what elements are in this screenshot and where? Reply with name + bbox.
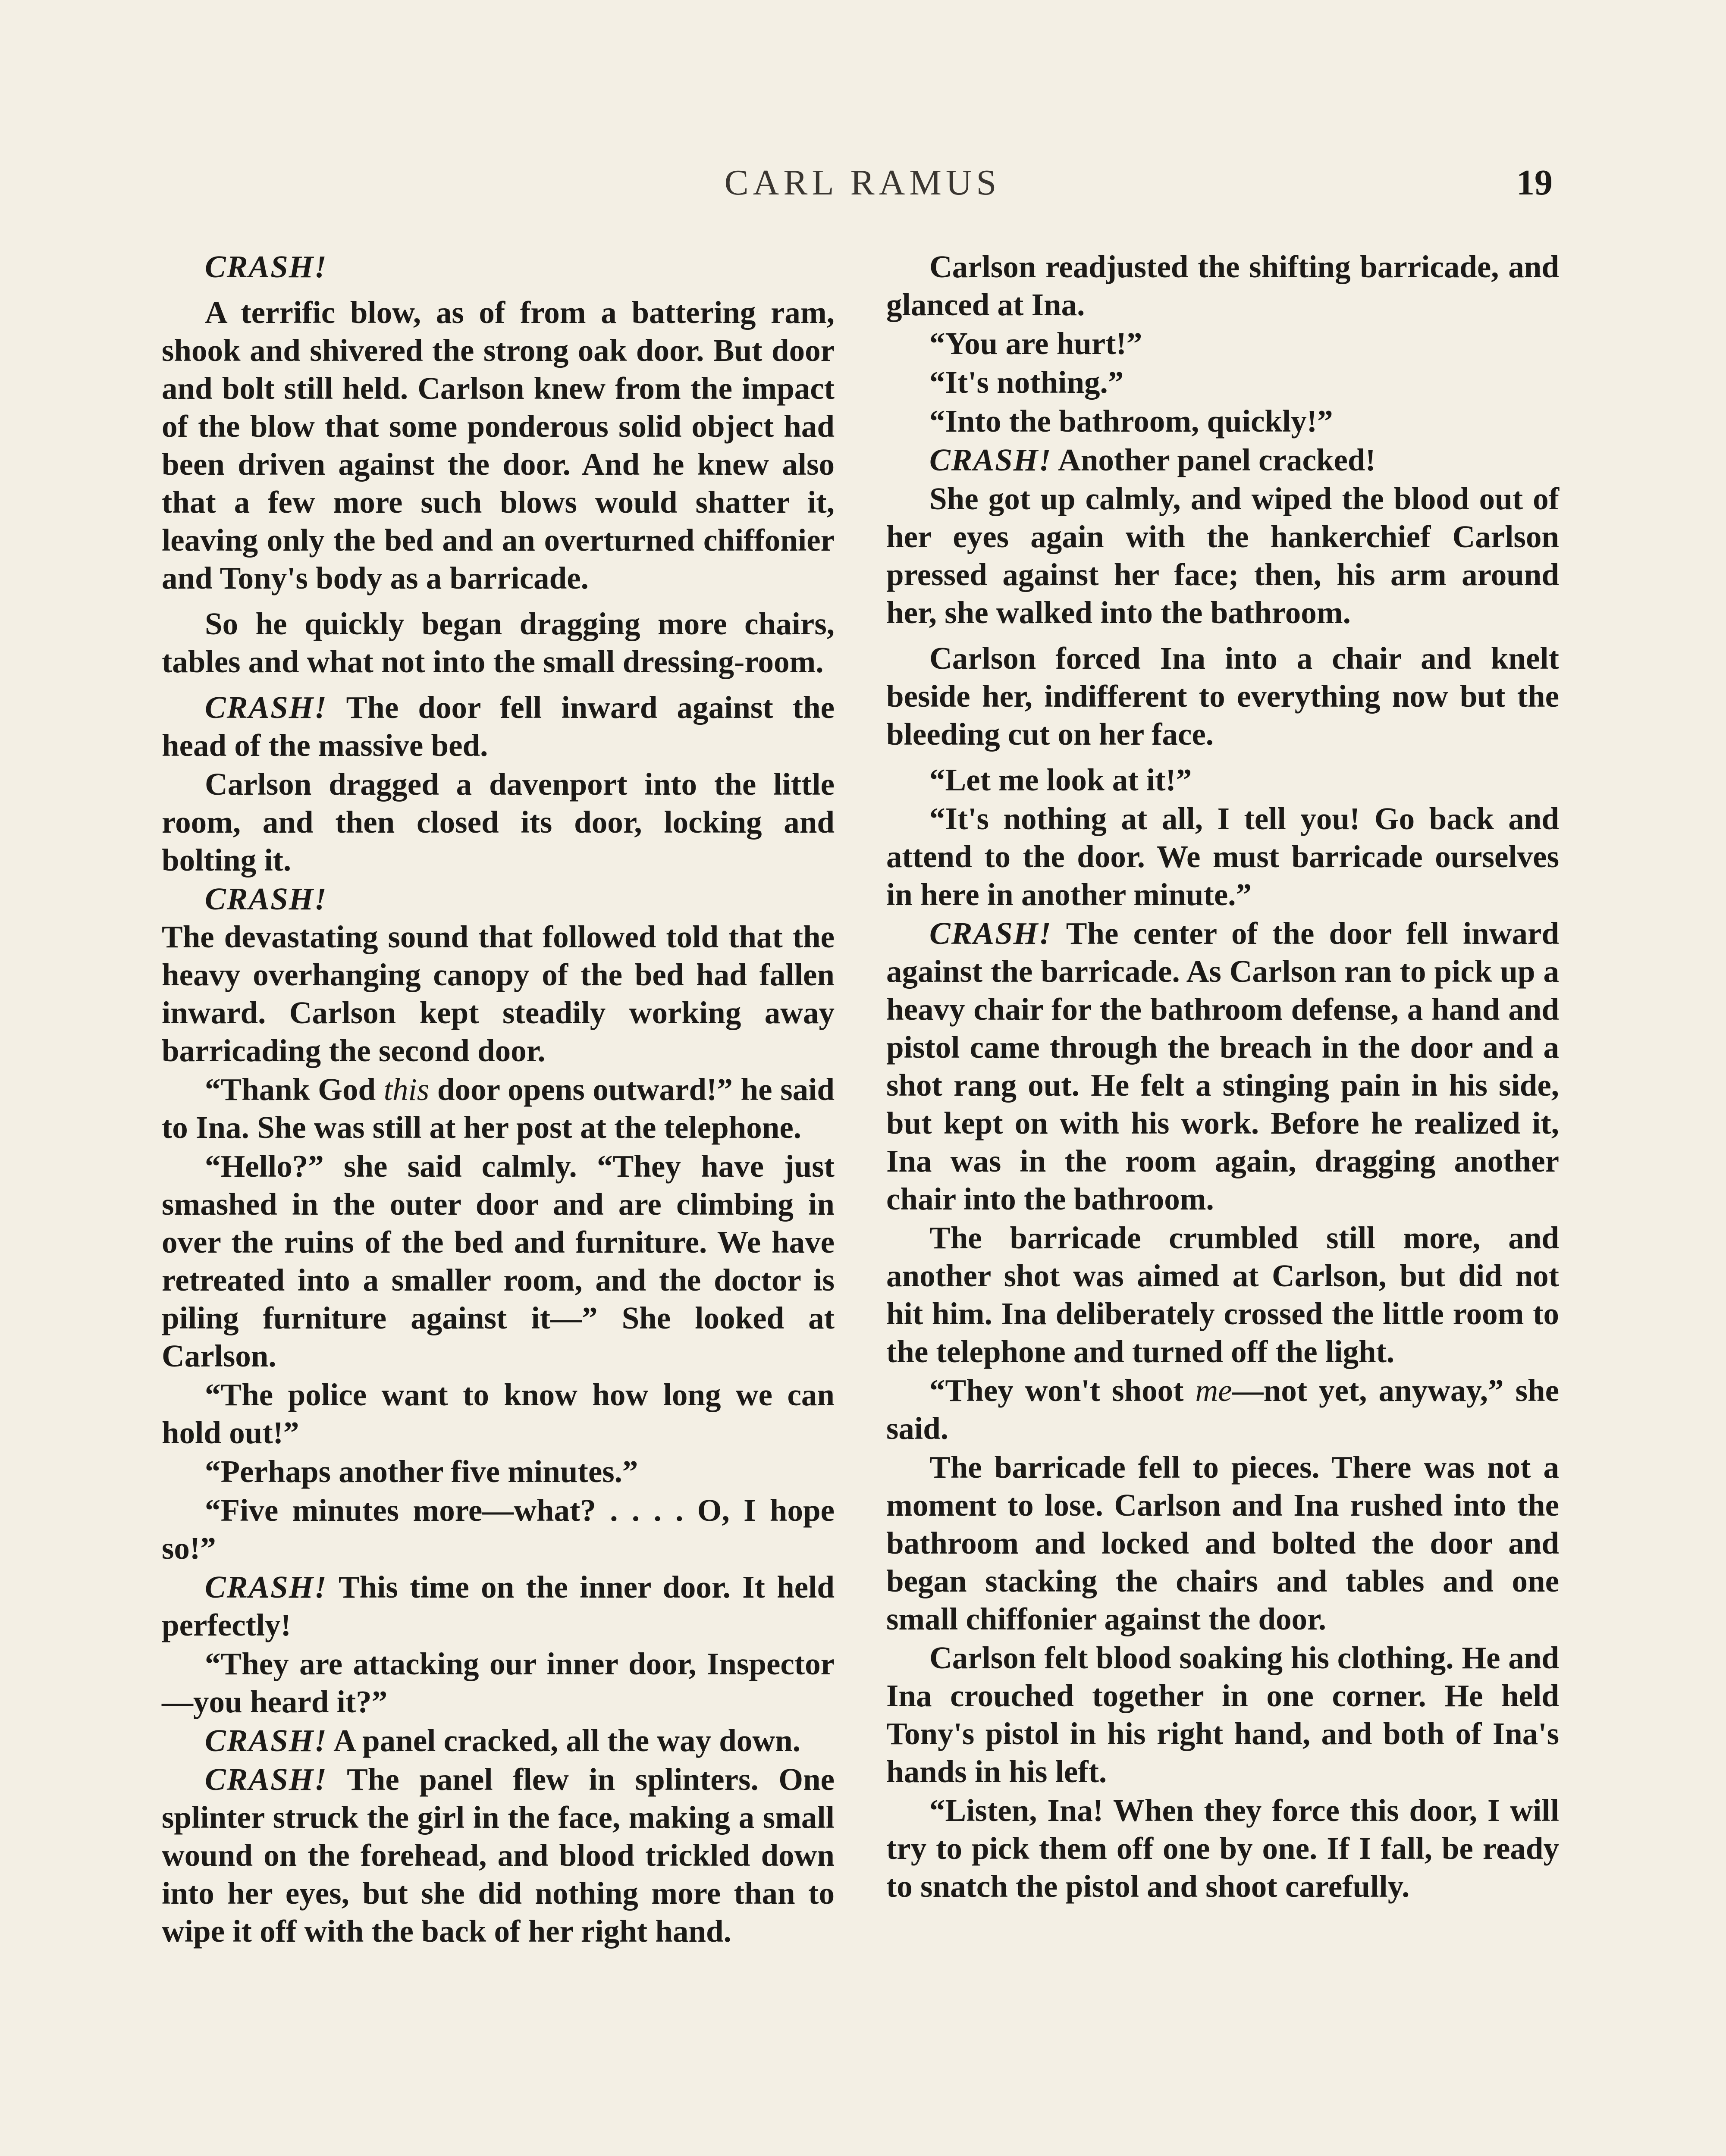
paragraph: Carlson readjusted the shifting barricade, and glanced at Ina.: [886, 249, 1559, 322]
paragraph: “It's nothing at all, I tell you! Go back and attend to the door. We must barricade ourselves in here in another minute.”: [886, 801, 1559, 912]
paragraph: CRASH!: [205, 881, 327, 916]
running-title: CARL RAMUS: [724, 163, 1001, 203]
paragraph: The barricade fell to pieces. There was not a moment to lose. Carlson and Ina rushed into the bathroom and locked and bolted the door and began stacking the chairs and tables and one small chiffonier against the door.: [886, 1450, 1559, 1636]
paragraph: Carlson dragged a davenport into the little room, and then closed its door, locking and bolting it.: [162, 767, 835, 877]
paragraph: “It's nothing.”: [929, 365, 1124, 400]
paragraph: “They won't shoot me—not yet, anyway,” she said.: [886, 1373, 1559, 1446]
paragraph: The devastating sound that followed told that the heavy overhanging canopy of the bed had fallen inward. Carlson kept steadily working away barricading the second door.: [162, 919, 835, 1068]
paragraph: “Five minutes more—what? . . . . O, I hope so!”: [162, 1493, 835, 1566]
paragraph: “The police want to know how long we can hold out!”: [162, 1377, 835, 1450]
paragraph: Carlson felt blood soaking his clothing. He and Ina crouched together in one corner. He held Tony's pistol in his right hand, and both of Ina's hands in his left.: [886, 1640, 1559, 1789]
paragraph: CRASH! The panel flew in splinters. One splinter struck the girl in the face, making a small wound on the forehead, and blood trickled down into her eyes, but she did nothing more than to wipe it off with the back of her right hand.: [162, 1762, 835, 1949]
paragraph: “Into the bathroom, quickly!”: [929, 404, 1333, 439]
paragraph: So he quickly began dragging more chairs, tables and what not into the small dressing-room.: [162, 606, 835, 679]
paragraph: “Listen, Ina! When they force this door, I will try to pick them off one by one. If I fall, be ready to snatch the pistol and shoot carefully.: [886, 1793, 1559, 1904]
paragraph: A terrific blow, as of from a battering ram, shook and shivered the strong oak door. But door and bolt still held. Carlson knew from the impact of the blow that some ponderous solid object had been driven against the door. And he knew also that a few more such blows would shatter it, leaving only the bed and an overturned chiffonier and Tony's body as a barricade.: [162, 295, 835, 595]
paragraph: CRASH! The center of the door fell inward against the barricade. As Carlson ran to pick up a heavy chair for the bathroom defense, a hand and pistol came through the breach in the door and a shot rang out. He felt a stinging pain in his side, but kept on with his work. Before he realized it, Ina was in the room again, dragging another chair into the bathroom.: [886, 916, 1559, 1216]
paragraph: The barricade crumbled still more, and another shot was aimed at Carlson, but did not hit him. Ina deliberately crossed the little room to the telephone and turned off the light.: [886, 1220, 1559, 1369]
paragraph: Carlson forced Ina into a chair and knelt beside her, indifferent to everything now but the bleeding cut on her face.: [886, 641, 1559, 752]
paragraph: CRASH! This time on the inner door. It held perfectly!: [162, 1570, 835, 1642]
paragraph: “Perhaps another five minutes.”: [205, 1454, 638, 1489]
running-head: [0, 162, 1726, 209]
paragraph: “You are hurt!”: [929, 326, 1142, 361]
paragraph: CRASH! The door fell inward against the head of the massive bed.: [162, 690, 835, 763]
paragraph: CRASH! Another panel cracked!: [929, 442, 1376, 477]
paragraph: “Let me look at it!”: [929, 762, 1192, 797]
paragraph: “They are attacking our inner door, Inspector—you heard it?”: [162, 1646, 835, 1719]
left-column: [162, 248, 835, 1951]
paragraph: “Hello?” she said calmly. “They have just smashed in the outer door and are climbing in over the ruins of the bed and furniture. We have retreated into a smaller room, and the doctor is piling furniture against it—” She looked at Carlson.: [162, 1149, 835, 1373]
paragraph: “Thank God this door opens outward!” he said to Ina. She was still at her post at the telephone.: [162, 1072, 835, 1145]
right-column: [886, 248, 1559, 1906]
page-number: 19: [1516, 163, 1553, 203]
paragraph: CRASH! A panel cracked, all the way down.: [205, 1723, 800, 1758]
paragraph: She got up calmly, and wiped the blood out of her eyes again with the hankerchief Carlson pressed against her face; then, his arm around her, she walked into the bathroom.: [886, 481, 1559, 630]
paragraph: CRASH!: [205, 249, 327, 284]
